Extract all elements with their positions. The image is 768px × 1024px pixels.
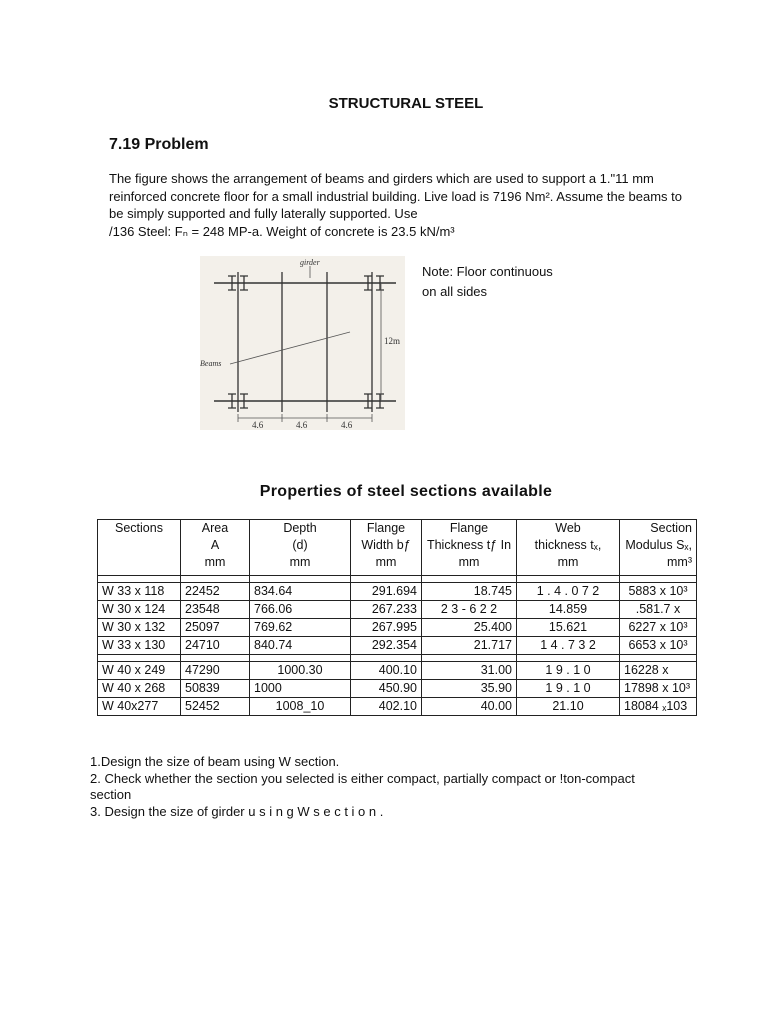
header-flange-thickness: Flange Thickness tƒ In mm bbox=[422, 520, 517, 576]
header-web-thickness: Web thickness tₓ, mm bbox=[517, 520, 620, 576]
beam-leader bbox=[230, 332, 350, 364]
spacing-label: 4.6 bbox=[341, 420, 353, 430]
table-row: W 33 x 130 24710 840.74 292.354 21.717 1 4 . 7 3 2 6653 x 10³ bbox=[98, 637, 697, 655]
framing-plan-figure bbox=[200, 256, 405, 430]
steel-properties-table bbox=[97, 519, 697, 716]
header-flange-width: Flange Width bƒ mm bbox=[351, 520, 422, 576]
beams-label: Beams bbox=[200, 359, 222, 368]
header-area: Area A mm bbox=[181, 520, 250, 576]
spacing-label: 4.6 bbox=[296, 420, 308, 430]
note-line: Note: Floor continuous bbox=[422, 264, 553, 279]
statement-line: reinforced concrete floor for a small industrial building. Live load is 7196 Nm². Assume the beams to bbox=[109, 188, 683, 204]
table-row: W 33 x 118 22452 834.64 291.694 18.745 1 . 4 . 0 7 2 5883 x 10³ bbox=[98, 583, 697, 601]
statement-line: The figure shows the arrangement of beams and girders which are used to support a 1."11 mm bbox=[109, 171, 654, 186]
spacing-label: 4.6 bbox=[252, 420, 264, 430]
floor-note bbox=[422, 262, 553, 302]
table-row: W 30 x 132 25097 769.62 267.995 25.400 15.621 6227 x 10³ bbox=[98, 619, 697, 637]
question-list bbox=[90, 754, 635, 820]
page-title: STRUCTURAL STEEL bbox=[328, 95, 484, 112]
table-row: W 40x277 52452 1008_10 402.10 40.00 21.10 18084 ₓ103 bbox=[98, 698, 697, 716]
question-item: 2. Check whether the section you selected is either compact, partially compact or !ton-compact bbox=[90, 770, 635, 786]
table-title: Properties of steel sections available bbox=[259, 483, 553, 500]
problem-heading: 7.19 Problem bbox=[109, 136, 209, 153]
framing-plan-drawing bbox=[200, 256, 405, 430]
header-section-modulus: Section Modulus Sₓ, mm³ bbox=[620, 520, 697, 576]
statement-line: be simply supported and fully laterally supported. Use bbox=[109, 206, 418, 221]
table-header-row bbox=[98, 520, 697, 576]
column-symbols bbox=[228, 276, 384, 408]
problem-statement bbox=[109, 170, 721, 240]
table-row: W 40 x 268 50839 1000 450.90 35.90 1 9 . 1 0 17898 x 10³ bbox=[98, 680, 697, 698]
statement-line: /136 Steel: Fₙ = 248 MP-a. Weight of concrete is 23.5 kN/m³ bbox=[109, 223, 455, 239]
header-sections: Sections bbox=[98, 520, 181, 576]
question-item: 1.Design the size of beam using W section. bbox=[90, 754, 340, 769]
span-label: 12m bbox=[384, 336, 401, 346]
girder-label: girder bbox=[300, 258, 320, 267]
note-line: on all sides bbox=[422, 284, 488, 299]
header-depth: Depth (d) mm bbox=[250, 520, 351, 576]
table-row: W 30 x 124 23548 766.06 267.233 2 3 - 6 2 2 14.859 .581.7 x bbox=[98, 601, 697, 619]
question-item: 3. Design the size of girder u s i n g W s e c t i o n . bbox=[90, 803, 384, 819]
question-item: section bbox=[90, 787, 132, 802]
table-row: W 40 x 249 47290 1000.30 400.10 31.00 1 9 . 1 0 16228 x bbox=[98, 662, 697, 680]
